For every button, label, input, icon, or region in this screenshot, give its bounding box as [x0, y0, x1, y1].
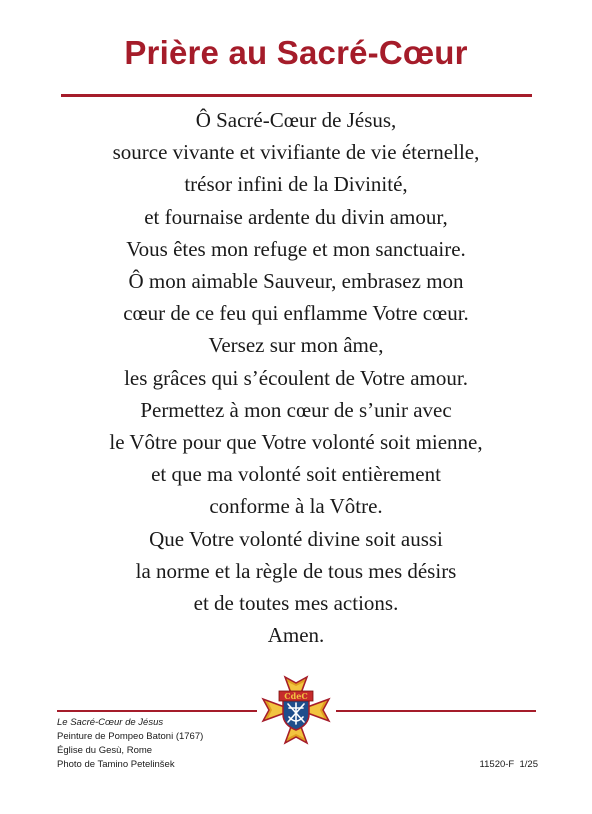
knights-of-columbus-emblem-icon	[258, 672, 334, 748]
prayer-line: Versez sur mon âme,	[208, 333, 384, 358]
photo-credit: Photo de Tamino Petelinšek	[57, 759, 175, 770]
location-credit: Église du Gesù, Rome	[57, 745, 153, 756]
artwork-credits	[57, 716, 203, 772]
prayer-line: Amen.	[267, 623, 325, 648]
emblem-letters: CdeC	[284, 691, 308, 701]
artwork-title: Le Sacré-Cœur de Jésus	[57, 717, 164, 728]
prayer-line: trésor infini de la Divinité,	[184, 172, 408, 197]
prayer-line: Ô mon aimable Sauveur, embrasez mon	[128, 269, 464, 294]
painter-credit: Peinture de Pompeo Batoni (1767)	[57, 731, 204, 742]
prayer-line: Permettez à mon cœur de s’unir avec	[140, 397, 452, 422]
prayer-line: et fournaise ardente du divin amour,	[144, 204, 448, 229]
footer-divider-left	[57, 710, 257, 712]
prayer-line: source vivante et vivifiante de vie éternelle,	[112, 140, 480, 165]
prayer-line: les grâces qui s’écoulent de Votre amour.	[124, 365, 468, 390]
prayer-line: et de toutes mes actions.	[193, 591, 399, 616]
prayer-line: le Vôtre pour que Votre volonté soit mienne,	[109, 430, 483, 455]
product-code: 11520-F 1/25	[479, 759, 538, 770]
prayer-line: Ô Sacré-Cœur de Jésus,	[195, 108, 397, 132]
prayer-line: Vous êtes mon refuge et mon sanctuaire.	[126, 236, 466, 261]
prayer-line: et que ma volonté soit entièrement	[151, 462, 441, 487]
prayer-text	[30, 104, 562, 651]
page-title: Prière au Sacré-Cœur	[124, 34, 468, 71]
prayer-line: la norme et la règle de tous mes désirs	[135, 558, 457, 583]
footer-divider-right	[336, 710, 536, 712]
title-divider	[61, 94, 532, 97]
prayer-line: Que Votre volonté divine soit aussi	[149, 526, 443, 551]
prayer-line: cœur de ce feu qui enflamme Votre cœur.	[123, 301, 469, 326]
prayer-line: conforme à la Vôtre.	[209, 494, 383, 519]
